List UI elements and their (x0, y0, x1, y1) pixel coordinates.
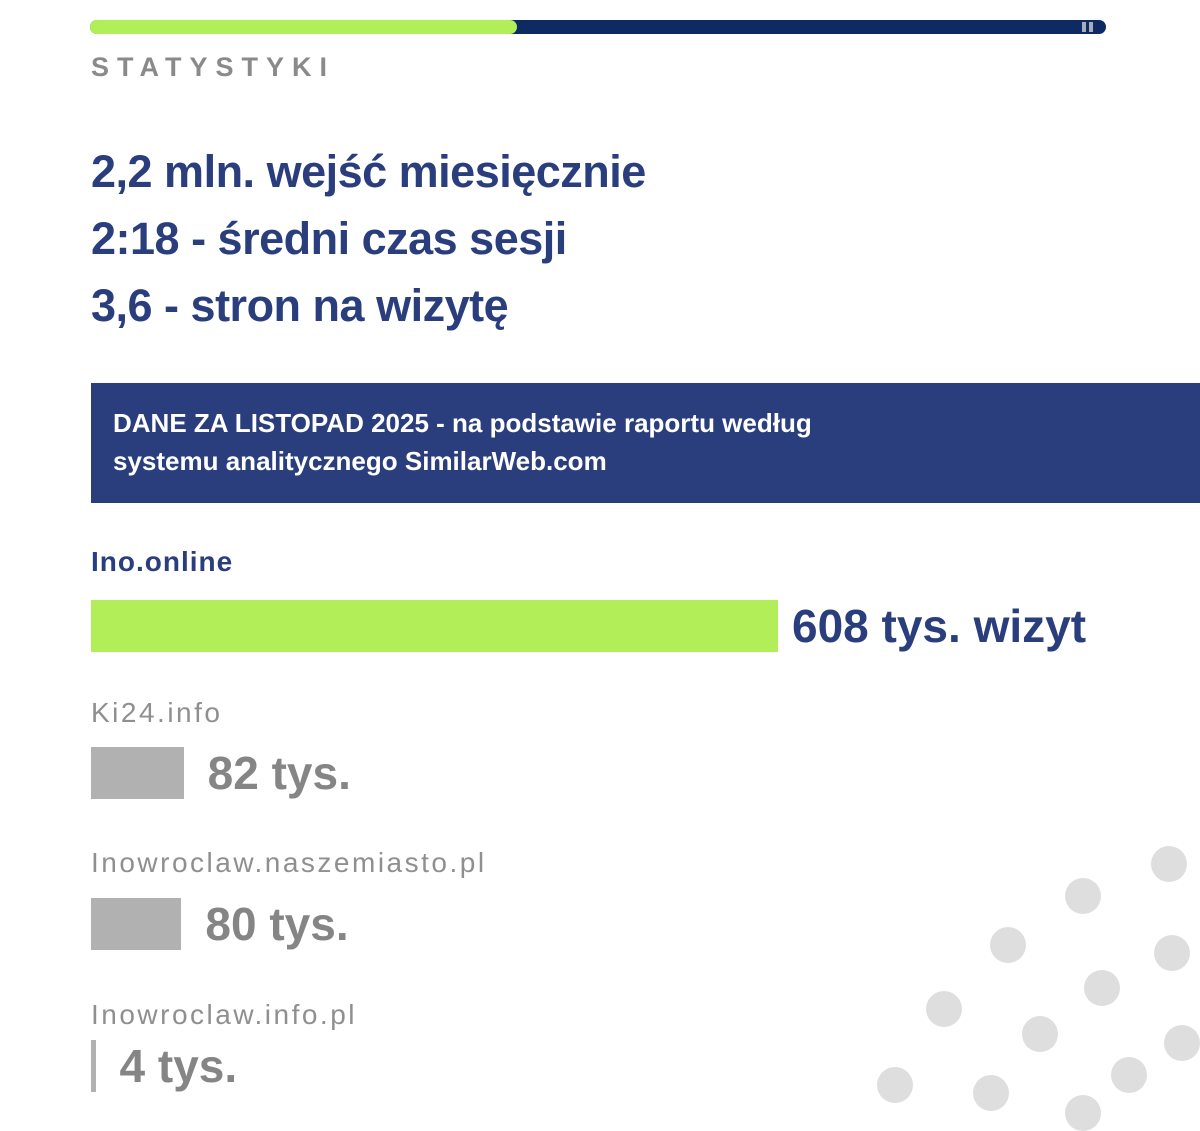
banner-line-1: DANE ZA LISTOPAD 2025 - na podstawie raportu według (113, 408, 812, 438)
stat-line-pages: 3,6 - stron na wizytę (91, 280, 509, 331)
stat-line-session: 2:18 - średni czas sesji (91, 213, 567, 264)
pause-bar-left (1082, 22, 1086, 32)
decorative-dot (926, 991, 962, 1027)
bar-info-pl (91, 1040, 96, 1092)
data-source-banner (91, 383, 1200, 503)
chart-row-ino-online (91, 600, 1086, 652)
chart-row-ki24 (91, 747, 351, 799)
decorative-dot (1065, 878, 1101, 914)
value-label-ino-online: 608 tys. wizyt (792, 600, 1087, 652)
bar-naszemiasto (91, 898, 181, 950)
decorative-dot (1065, 1095, 1101, 1131)
decorative-dot (877, 1067, 913, 1103)
chart-row-info-pl (91, 1040, 237, 1092)
site-label-naszemiasto: Inowroclaw.naszemiasto.pl (91, 847, 487, 878)
decorative-dot (1164, 1025, 1200, 1061)
value-label-ki24: 82 tys. (207, 747, 351, 799)
bar-ki24 (91, 747, 184, 799)
decorative-dot (1084, 970, 1120, 1006)
pause-icon[interactable] (1082, 22, 1093, 32)
decorative-dot (1151, 846, 1187, 882)
stat-line-visits: 2,2 mln. wejść miesięcznie (91, 146, 646, 197)
decorative-dot (1154, 935, 1190, 971)
video-progress-fill (90, 20, 517, 34)
banner-line-2: systemu analitycznego SimilarWeb.com (113, 446, 607, 476)
decorative-dot (990, 927, 1026, 963)
decorative-dot (1022, 1016, 1058, 1052)
pause-bar-right (1089, 22, 1093, 32)
decorative-dot (973, 1075, 1009, 1111)
video-progress-bar[interactable] (90, 20, 1106, 34)
page-title: STATYSTYKI (91, 52, 336, 82)
stats-block (91, 138, 646, 339)
site-label-ino-online: Ino.online (91, 546, 234, 577)
chart-row-naszemiasto (91, 898, 349, 950)
site-label-info-pl: Inowroclaw.info.pl (91, 999, 358, 1030)
decorative-dot (1111, 1057, 1147, 1093)
site-label-ki24: Ki24.info (91, 697, 223, 728)
value-label-info-pl: 4 tys. (119, 1040, 238, 1092)
bar-ino-online (91, 600, 778, 652)
value-label-naszemiasto: 80 tys. (205, 898, 349, 950)
